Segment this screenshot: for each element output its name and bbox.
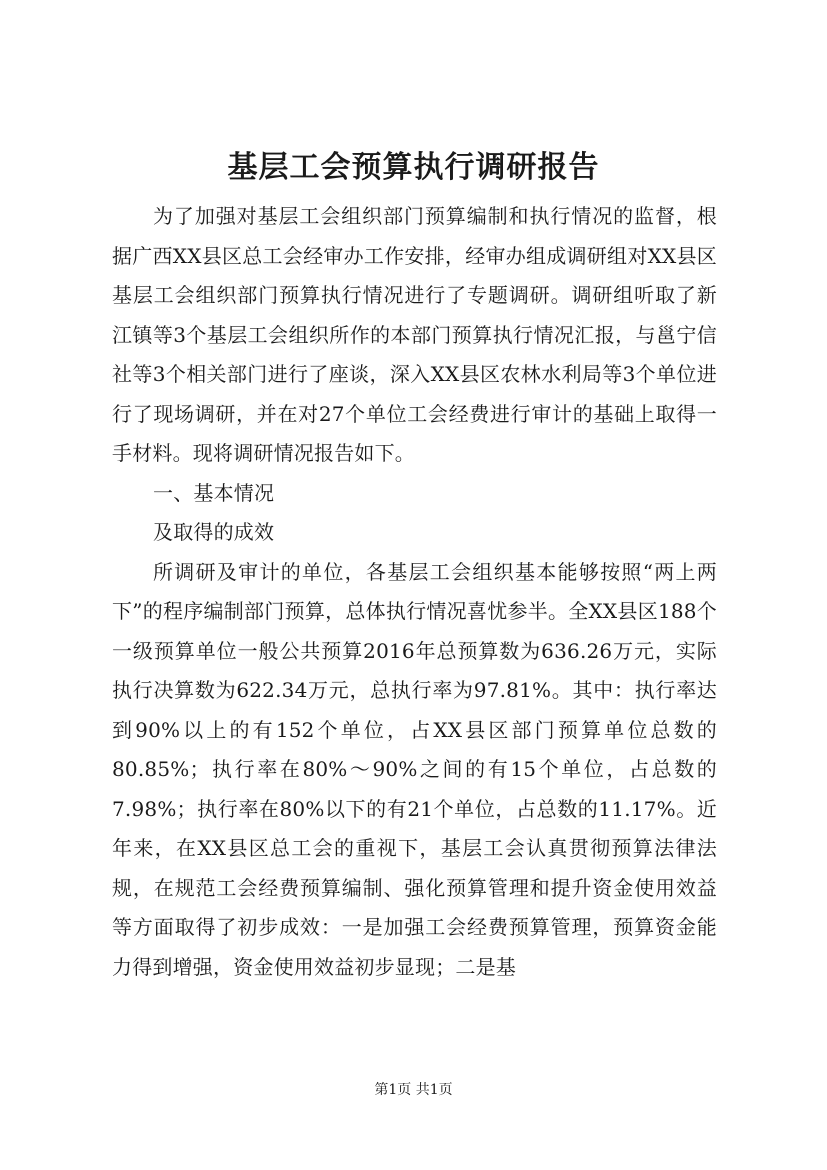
page-footer: 第1页 共1页	[374, 1082, 453, 1098]
document-body	[112, 197, 717, 987]
section-subheading: 及取得的成效	[153, 520, 275, 544]
intro-paragraph: 为了加强对基层工会组织部门预算编制和执行情况的监督，根据广西XX县区总工会经审办工作安排，经审办组成调研组对XX县区基层工会组织部门预算执行情况进行了专题调研。调研组听取了新江镇等3个基层工会组织所作的本部门预算执行情况汇报，与邕宁信社等3个相关部门进行了座谈，深入XX县区农林水利局等3个单位进行了现场调研，并在对27个单位工会经费进行审计的基础上取得一手材料。现将调研情况报告如下。	[112, 204, 717, 465]
section-heading: 一、基本情况	[153, 480, 275, 505]
body-paragraph: 所调研及审计的单位，各基层工会组织基本能够按照“两上两下”的程序编制部门预算，总体执行情况喜忧参半。全XX县区188个一级预算单位一般公共预算2016年总预算数为636.26万元，实际执行决算数为622.34万元，总执行率为97.81%。其中：执行率达到90%以上的有152个单位，占XX县区部门预算单位总数的80.85%；执行率在80%～90%之间的有15个单位，占总数的7.98%；执行率在80%以下的有21个单位，占总数的11.17%。近年来，在XX县区总工会的重视下，基层工会认真贯彻预算法律法规，在规范工会经费预算编制、强化预算管理和提升资金使用效益等方面取得了初步成效：一是加强工会经费预算管理，预算资金能力得到增强，资金使用效益初步显现；二是基	[112, 559, 717, 979]
document-title: 基层工会预算执行调研报告	[227, 150, 600, 185]
